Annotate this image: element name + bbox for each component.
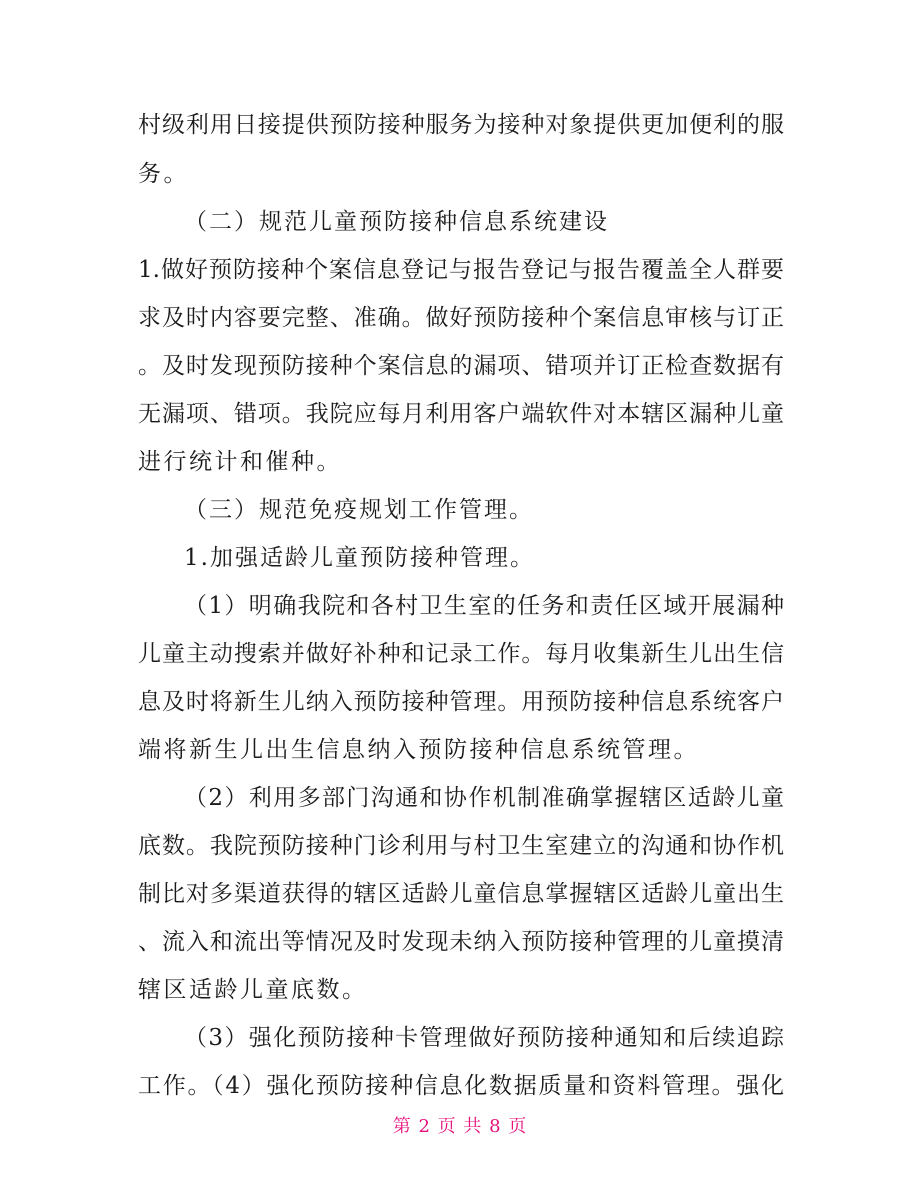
paragraph-line: 制比对多渠道获得的辖区适龄儿童信息掌握辖区适龄儿童出生	[138, 881, 784, 907]
paragraph-line: 儿童主动搜索并做好补种和记录工作。每月收集新生儿出生信	[138, 641, 784, 667]
paragraph-line: 端将新生儿出生信息纳入预防接种信息系统管理。	[138, 737, 699, 763]
paragraph-line: （2）利用多部门沟通和协作机制准确掌握辖区适龄儿童	[184, 785, 784, 811]
paragraph-line: 、流入和流出等情况及时发现未纳入预防接种管理的儿童摸清	[138, 929, 784, 955]
paragraph-line: （3）强化预防接种卡管理做好预防接种通知和后续追踪	[184, 1025, 784, 1051]
section-heading: （二）规范儿童预防接种信息系统建设	[184, 209, 609, 235]
paragraph-line: 。及时发现预防接种个案信息的漏项、错项并订正检查数据有	[138, 353, 784, 379]
paragraph-line: 无漏项、错项。我院应每月利用客户端软件对本辖区漏种儿童	[138, 401, 784, 427]
paragraph-line: 务。	[138, 161, 189, 187]
paragraph-line: 1.做好预防接种个案信息登记与报告登记与报告覆盖全人群要	[138, 257, 784, 283]
section-heading: （三）规范免疫规划工作管理。	[184, 497, 534, 523]
paragraph-line: 工作。（4）强化预防接种信息化数据质量和资料管理。强化	[138, 1073, 784, 1099]
subsection-heading: 1.加强适龄儿童预防接种管理。	[184, 545, 535, 571]
paragraph-line: 底数。我院预防接种门诊利用与村卫生室建立的沟通和协作机	[138, 833, 784, 859]
paragraph-line: 息及时将新生儿纳入预防接种管理。用预防接种信息系统客户	[138, 689, 784, 715]
paragraph-line: 村级利用日接提供预防接种服务为接种对象提供更加便利的服	[138, 112, 784, 138]
paragraph-line: 辖区适龄儿童底数。	[138, 977, 368, 1003]
paragraph-line: 进行统计和催种。	[138, 449, 342, 475]
page-number-footer: 第 2 页 共 8 页	[392, 1116, 528, 1137]
paragraph-line: 求及时内容要完整、准确。做好预防接种个案信息审核与订正	[138, 305, 784, 331]
paragraph-line: （1）明确我院和各村卫生室的任务和责任区域开展漏种	[184, 593, 784, 619]
